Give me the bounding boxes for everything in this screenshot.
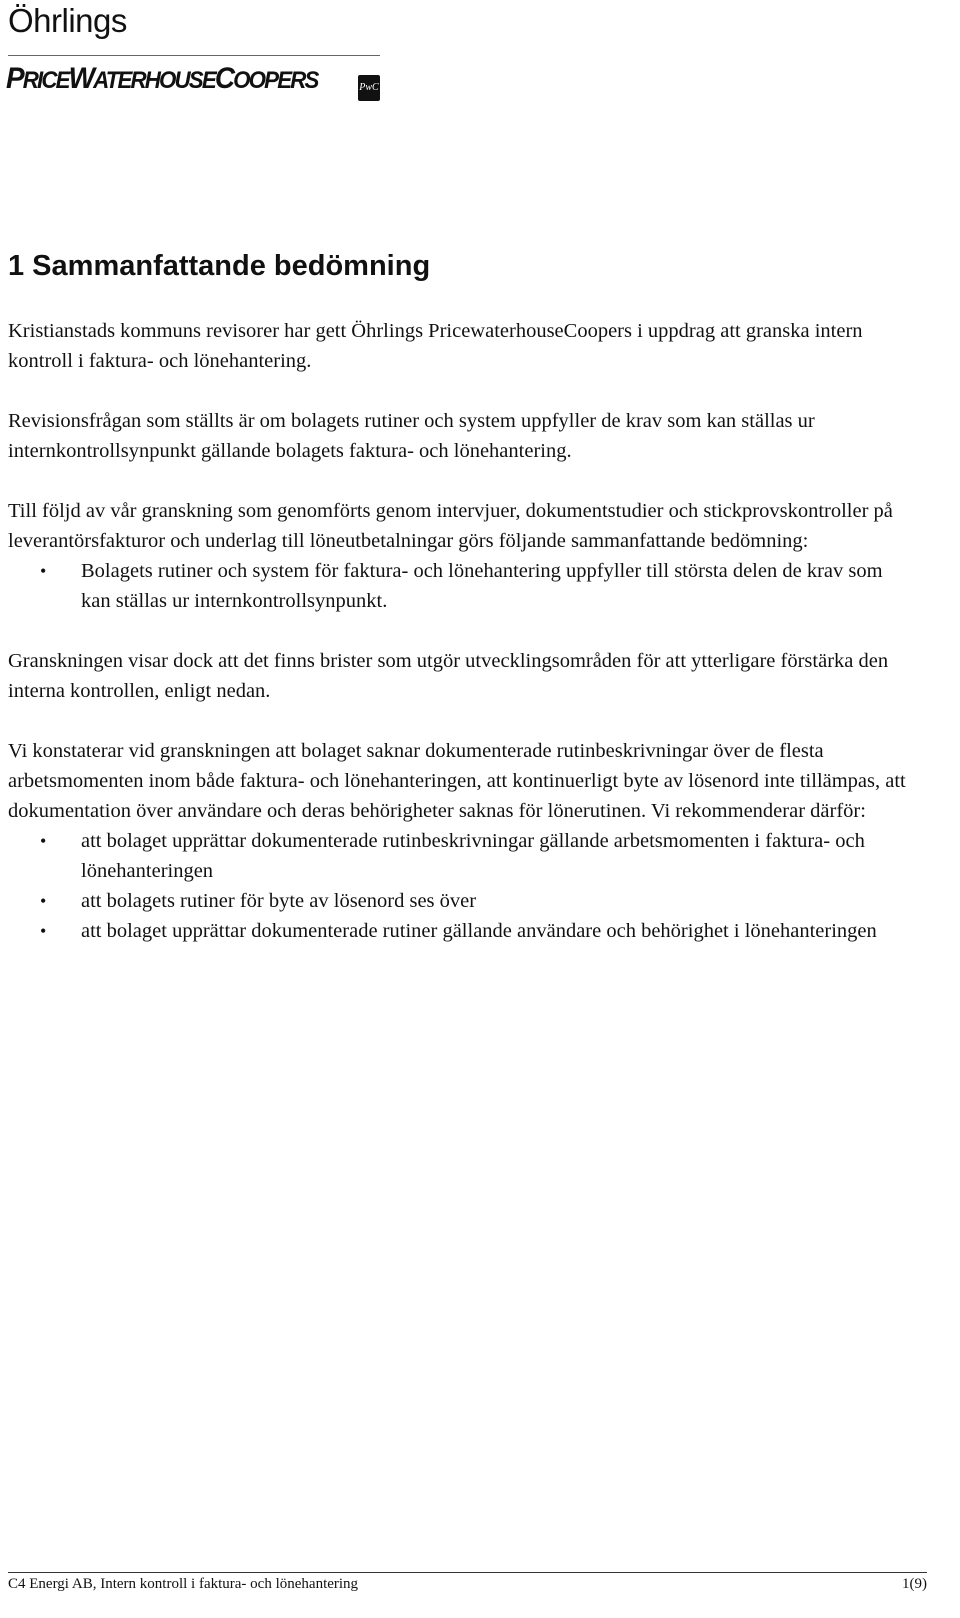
list-item	[8, 826, 908, 886]
page-number: 1(9)	[902, 1576, 927, 1592]
list-item	[8, 556, 908, 616]
pwc-seal-icon: PwC	[358, 75, 380, 101]
bullet-icon: •	[40, 891, 47, 911]
bullet-icon: •	[40, 831, 47, 851]
list-item	[8, 886, 908, 916]
list-item-text: att bolaget upprättar dokumenterade rutinbeskrivningar gällande arbetsmomenten i faktura- och lönehanteringen	[81, 830, 865, 882]
paragraph-deficiencies: Granskningen visar dock att det finns brister som utgör utvecklingsområden för att ytterligare förstärka den interna kontrollen, enligt nedan.	[8, 650, 889, 702]
document-body	[8, 316, 908, 976]
paragraph-method: Till följd av vår granskning som genomförts genom intervjuer, dokumentstudier och stickprovskontroller på leverantörsfakturor och underlag till löneutbetalningar görs följande sammanfattande bedömning:	[8, 500, 893, 552]
firm-name: Öhrlings	[8, 2, 127, 39]
list-item-text: att bolaget upprättar dokumenterade rutiner gällande användare och behörighet i lönehanteringen	[81, 920, 877, 942]
header-divider	[8, 55, 380, 56]
bullet-icon: •	[40, 921, 47, 941]
paragraph-findings: Vi konstaterar vid granskningen att bolaget saknar dokumenterade rutinbeskrivningar över de flesta arbetsmomenten inom både faktura- och lönehanteringen, att kontinuerligt byte av lösenord inte tillämpas, att dokumentation över användare och deras behörigheter saknas för lönerutinen. Vi rekommenderar därför:	[8, 740, 906, 822]
list-item-text: att bolagets rutiner för byte av lösenord ses över	[81, 890, 477, 912]
list-item	[8, 916, 908, 946]
pwc-logo: PRICEWATERHOUSECOOPERS	[6, 62, 318, 95]
recommendations-list	[8, 826, 908, 946]
paragraph-question: Revisionsfrågan som ställts är om bolagets rutiner och system uppfyller de krav som kan ställas ur internkontrollsynpunkt gällande bolagets faktura- och lönehantering.	[8, 410, 815, 462]
bullet-icon: •	[40, 561, 47, 581]
footer-divider	[8, 1572, 927, 1573]
footer-title: C4 Energi AB, Intern kontroll i faktura- och lönehantering	[8, 1576, 359, 1592]
assessment-list	[8, 556, 908, 616]
section-heading: 1 Sammanfattande bedömning	[8, 250, 431, 282]
paragraph-intro: Kristianstads kommuns revisorer har gett Öhrlings PricewaterhouseCoopers i uppdrag att granska intern kontroll i faktura- och lönehantering.	[8, 320, 863, 372]
list-item-text: Bolagets rutiner och system för faktura- och lönehantering uppfyller till största delen de krav som kan ställas ur internkontrollsynpunkt.	[81, 560, 883, 612]
